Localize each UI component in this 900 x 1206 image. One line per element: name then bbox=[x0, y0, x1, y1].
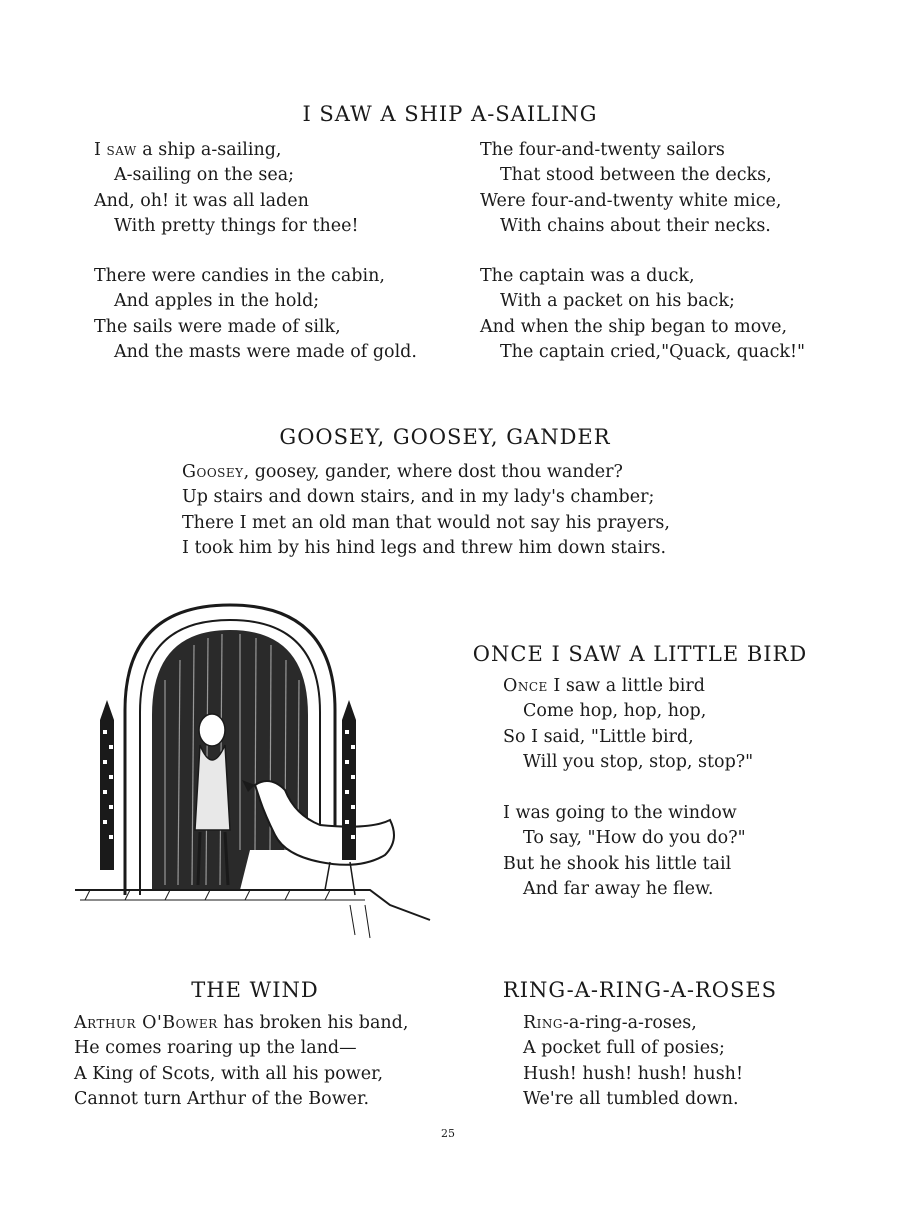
poem-title-goosey: GOOSEY, GOOSEY, GANDER bbox=[279, 425, 611, 449]
poem-line: The captain was a duck, bbox=[480, 266, 695, 286]
poem-line: To say, "How do you do?" bbox=[523, 828, 746, 849]
poem-title-roses: RING-A-RING-A-ROSES bbox=[502, 978, 778, 1002]
poem-line: A King of Scots, with all his power, bbox=[74, 1063, 384, 1084]
ship-left-column bbox=[94, 138, 359, 239]
poem-line: There I met an old man that would not say his prayers, bbox=[182, 512, 670, 533]
poem-line: Arthur O'Bower has broken his band, bbox=[74, 1013, 409, 1033]
poem-line: Were four-and-twenty white mice, bbox=[480, 190, 782, 211]
poem-line: So I said, "Little bird, bbox=[503, 726, 694, 747]
poem-line: We're all tumbled down. bbox=[523, 1088, 739, 1109]
poem-title-wind: THE WIND bbox=[191, 978, 319, 1002]
roses-stanza bbox=[523, 1011, 743, 1112]
poem-line: With a packet on his back; bbox=[500, 291, 735, 312]
poem-line: And apples in the hold; bbox=[114, 291, 320, 312]
poem-line: With chains about their necks. bbox=[500, 215, 771, 236]
poem-line: Come hop, hop, hop, bbox=[523, 701, 707, 722]
bird-stanza-2 bbox=[503, 801, 746, 902]
goose-in-doorway-illustration bbox=[70, 600, 440, 940]
poem-line: Cannot turn Arthur of the Bower. bbox=[74, 1088, 370, 1109]
poem-line: The captain cried,"Quack, quack!" bbox=[500, 341, 806, 362]
poem-line: The four-and-twenty sailors bbox=[480, 140, 725, 160]
goosey-stanza bbox=[182, 460, 670, 561]
poem-line: Goosey, goosey, gander, where dost thou wander? bbox=[182, 462, 623, 482]
poem-line: And, oh! it was all laden bbox=[94, 190, 309, 211]
poem-title-bird: ONCE I SAW A LITTLE BIRD bbox=[472, 642, 808, 666]
poem-line: And far away he flew. bbox=[523, 878, 714, 899]
poem-line: A pocket full of posies; bbox=[523, 1038, 725, 1059]
poem-line: He comes roaring up the land— bbox=[74, 1038, 357, 1059]
poem-line: The sails were made of silk, bbox=[94, 316, 341, 337]
poem-line: A-sailing on the sea; bbox=[114, 165, 295, 186]
poem-line: Up stairs and down stairs, and in my lady's chamber; bbox=[182, 487, 655, 508]
poem-line: There were candies in the cabin, bbox=[94, 266, 385, 286]
poem-line: But he shook his little tail bbox=[503, 853, 732, 874]
poem-line: I took him by his hind legs and threw him down stairs. bbox=[182, 537, 667, 558]
poem-line: That stood between the decks, bbox=[500, 165, 772, 186]
poem-line: Will you stop, stop, stop?" bbox=[523, 751, 754, 772]
poem-line: And when the ship began to move, bbox=[480, 316, 788, 337]
page-number: 25 bbox=[441, 1127, 455, 1140]
wind-stanza bbox=[74, 1011, 408, 1112]
poem-line: Once I saw a little bird bbox=[503, 676, 705, 696]
poem-line: And the masts were made of gold. bbox=[114, 341, 417, 362]
poem-line: With pretty things for thee! bbox=[114, 215, 359, 236]
poem-line: Hush! hush! hush! hush! bbox=[523, 1063, 743, 1084]
bird-stanza-1 bbox=[503, 674, 753, 775]
poem-line: Ring-a-ring-a-roses, bbox=[523, 1013, 697, 1033]
poem-line: I was going to the window bbox=[503, 803, 737, 823]
ship-right-column-2 bbox=[480, 264, 805, 365]
poem-line: I saw a ship a-sailing, bbox=[94, 140, 282, 160]
ship-left-column-2 bbox=[94, 264, 417, 365]
poem-title-ship: I SAW A SHIP A-SAILING bbox=[302, 102, 598, 126]
ship-right-column bbox=[480, 138, 781, 239]
